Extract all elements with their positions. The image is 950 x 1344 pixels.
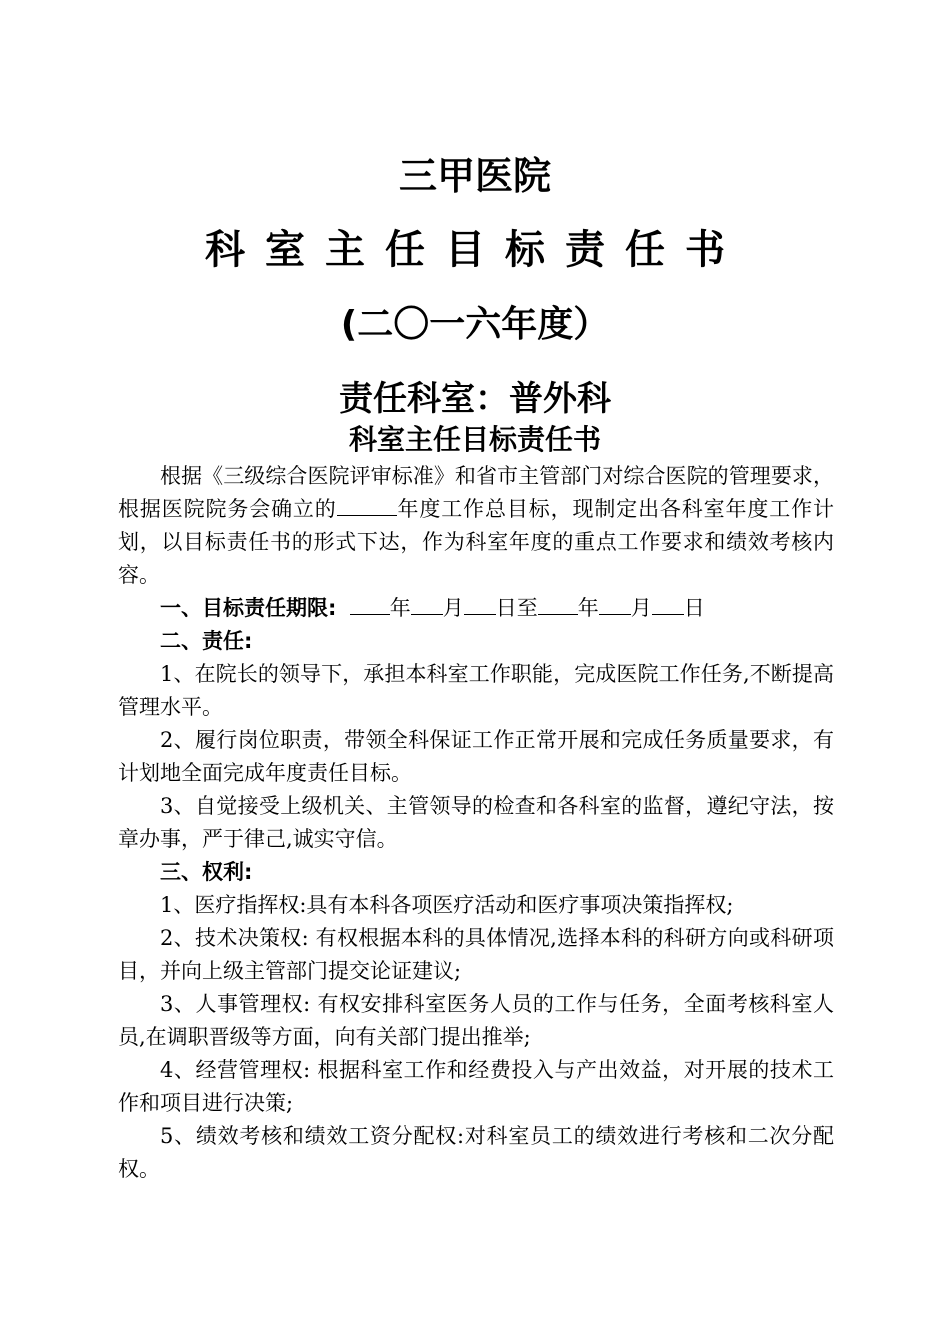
rights-item-4: 4、经营管理权: 根据科室工作和经费投入与产出效益，对开展的技术工作和项目进行决策; (118, 1058, 834, 1115)
start-month-label: 月 (442, 596, 464, 620)
intro-text-a: 根据《三级综合医院评审标准》和省市主管部门对综合医院的管理要求，根据医院院务会确立的 (118, 464, 834, 521)
end-day-label: 日 (683, 596, 705, 620)
start-day-label: 日至 (495, 596, 538, 620)
period-paragraph (118, 592, 834, 625)
section-rights-heading: 三、权利: (160, 860, 253, 884)
end-month-label: 月 (630, 596, 652, 620)
responsibility-item-1: 1、在院长的领导下，承担本科室工作职能，完成医院工作任务,不断提高管理水平。 (118, 662, 834, 719)
start-year-blank (350, 592, 390, 615)
document-body (118, 460, 834, 1186)
intro-paragraph (118, 460, 834, 592)
end-month-blank (599, 592, 631, 615)
rights-item-2: 2、技术决策权: 有权根据本科的具体情况,选择本科的科研方向或科研项目，并向上级主管部门提交论证建议; (118, 926, 834, 983)
hospital-title: 三甲医院 (398, 154, 551, 198)
period-label: 一、目标责任期限: (160, 596, 337, 620)
start-year-label: 年 (389, 596, 411, 620)
end-year-label: 年 (577, 596, 599, 620)
department-title: 责任科室：普外科 (339, 379, 611, 419)
intro-text-b: 年度工作总目标，现制定出各科室年度工作计划，以目标责任书的形式下达，作为科室年度的重点工作要求和绩效考核内容。 (118, 497, 835, 587)
end-day-blank (652, 592, 684, 615)
start-month-blank (411, 592, 443, 615)
year-blank (337, 493, 397, 516)
document-subtitle: 科室主任目标责任书 (348, 423, 601, 456)
start-day-blank (464, 592, 496, 615)
document-title: 科室主任目标责任书 (205, 227, 745, 273)
rights-item-1: 1、医疗指挥权:具有本科各项医疗活动和医疗事项决策指挥权; (160, 893, 734, 917)
rights-item-3: 3、人事管理权: 有权安排科室医务人员的工作与任务，全面考核科室人员,在调职晋级等方面，向有关部门提出推举; (118, 992, 834, 1049)
end-year-blank (538, 592, 578, 615)
responsibility-item-3: 3、自觉接受上级机关、主管领导的检查和各科室的监督，遵纪守法，按章办事，严于律己,诚实守信。 (118, 794, 834, 851)
responsibility-item-2: 2、履行岗位职责，带领全科保证工作正常开展和完成任务质量要求，有计划地全面完成年度责任目标。 (118, 728, 834, 785)
year-title: (二〇一六年度） (340, 304, 610, 345)
rights-item-5: 5、绩效考核和绩效工资分配权:对科室员工的绩效进行考核和二次分配权。 (118, 1124, 834, 1181)
section-responsibility-heading: 二、责任: (160, 629, 253, 653)
